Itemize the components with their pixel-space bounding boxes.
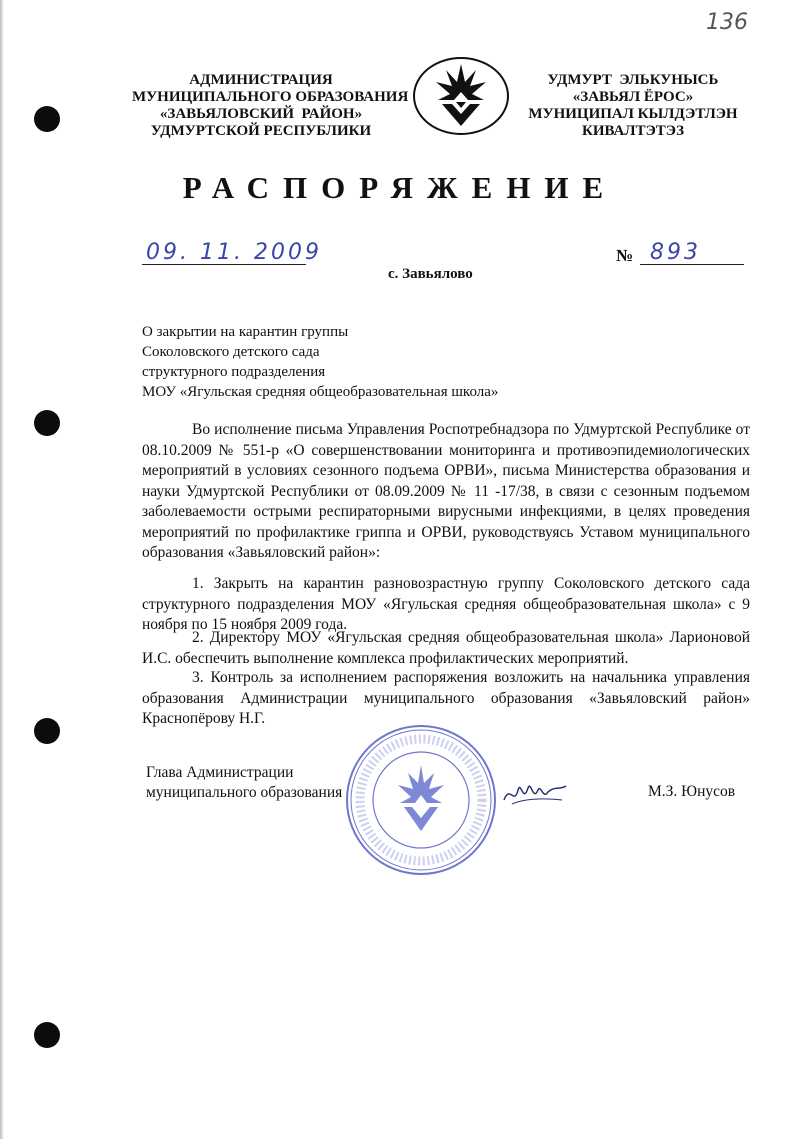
official-seal-stamp <box>344 723 498 877</box>
punch-hole <box>34 410 60 436</box>
punch-hole <box>34 718 60 744</box>
signatory-name: М.З. Юнусов <box>648 783 736 800</box>
header-right-organization: УДМУРТ ЭЛЬКУНЫСЬ «ЗАВЬЯЛ ЁРОС» МУНИЦИПАЛ КЫЛДЭТЛЭН КИВАЛТЭТЭЗ <box>528 72 738 139</box>
number-underline <box>640 264 744 265</box>
document-subject: О закрытии на карантин группы Соколовского детского сада структурного подразделения МОУ «Ягульская средняя общеобразовательная школа» <box>142 324 499 400</box>
header-left-organization: АДМИНИСТРАЦИЯ МУНИЦИПАЛЬНОГО ОБРАЗОВАНИЯ «ЗАВЬЯЛОВСКИЙ РАЙОН» УДМУРТСКОЙ РЕСПУБЛИКИ <box>132 72 409 139</box>
handwritten-signature <box>502 776 568 810</box>
place-of-issue: с. Завьялово <box>388 266 473 282</box>
signatory-title: Глава Администрации муниципального образования <box>146 764 343 801</box>
date-underline <box>142 264 306 265</box>
order-item-1: 1. Закрыть на карантин разновозрастную группу Соколовского детского сада структурного подразделения МОУ «Ягульская средняя общеобразовательная школа» с 9 ноября по 15 ноября 2009 года. <box>142 575 750 633</box>
document-title: РАСПОРЯЖЕНИЕ <box>182 170 618 205</box>
handwritten-number: 893 <box>650 240 701 265</box>
order-item-3: 3. Контроль за исполнением распоряжения возложить на начальника управления образования Администрации муниципального образования «Завьяловский район» Краснопёрову Н.Г. <box>142 669 750 727</box>
punch-hole <box>34 1022 60 1048</box>
handwritten-date: 09. 11. 2009 <box>146 240 322 265</box>
handwritten-page-number: 136 <box>706 10 748 35</box>
emblem-logo <box>412 56 510 136</box>
order-item-2: 2. Директору МОУ «Ягульская средняя общеобразовательная школа» Ларионовой И.С. обеспечить выполнение комплекса профилактических мероприятий. <box>142 629 750 667</box>
number-label: № <box>616 246 634 265</box>
punch-hole <box>34 106 60 132</box>
preamble-paragraph: Во исполнение письма Управления Роспотребнадзора по Удмуртской Республике от 08.10.2009 № 551-р «О совершенствовании мониторинга и противоэпидемиологических мероприятий в условиях сезонного подъема ОРВИ», письма Министерства образования и науки Удмуртской Республики от 08.09.2009 № 11 -17/38, в связи с сезонным подъемом заболеваемости острыми респираторными вирусными инфекциями, в целях проведения мероприятий по профилактике гриппа и ОРВИ, руководствуясь Уставом муниципального образования «Завьяловский район»: <box>142 421 750 561</box>
